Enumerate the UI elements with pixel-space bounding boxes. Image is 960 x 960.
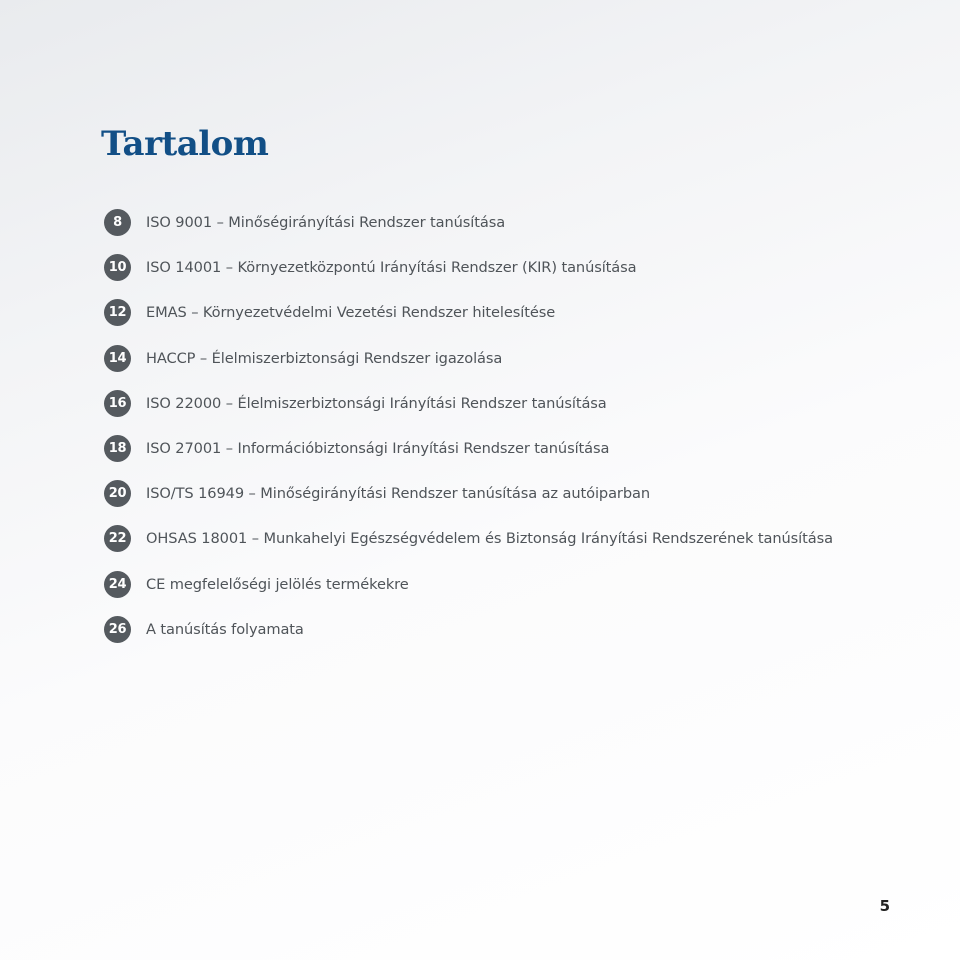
toc-entry-text: ISO 22000 – Élelmiszerbiztonsági Irányítási Rendszer tanúsítása — [146, 394, 607, 412]
toc-entry-text: ISO 14001 – Környezetközpontú Irányítási Rendszer (KIR) tanúsítása — [146, 259, 637, 277]
toc-entry-text: ISO/TS 16949 – Minőségirányítási Rendszer tanúsítása az autóiparban — [146, 485, 650, 503]
toc-entry-text: ISO 9001 – Minőségirányítási Rendszer tanúsítása — [146, 214, 506, 232]
toc-item[interactable] — [104, 290, 944, 335]
toc-item[interactable] — [104, 471, 944, 516]
toc-entry-text: HACCP – Élelmiszerbiztonsági Rendszer igazolása — [146, 349, 503, 367]
page-number-badge: 16 — [104, 390, 131, 417]
toc-item[interactable] — [104, 245, 944, 290]
page-number-badge: 18 — [104, 435, 131, 462]
toc-item[interactable] — [104, 562, 944, 607]
toc-entry-text: A tanúsítás folyamata — [146, 620, 304, 638]
page-number-badge: 22 — [104, 525, 131, 552]
page-number-badge: 20 — [104, 480, 131, 507]
page-number-badge: 26 — [104, 616, 131, 643]
page-number-badge: 24 — [104, 571, 131, 598]
toc-item[interactable] — [104, 426, 944, 471]
toc-entry-text: CE megfelelőségi jelölés termékekre — [146, 575, 409, 593]
toc-item[interactable] — [104, 607, 944, 652]
page-number-badge: 14 — [104, 345, 131, 372]
page-title: Tartalom — [101, 124, 269, 164]
page-number-badge: 12 — [104, 299, 131, 326]
page-number-badge: 10 — [104, 254, 131, 281]
toc-item[interactable] — [104, 336, 944, 381]
footer-page-number: 5 — [879, 897, 890, 915]
toc-entry-text: EMAS – Környezetvédelmi Vezetési Rendszer hitelesítése — [146, 304, 556, 322]
toc-item[interactable] — [104, 200, 944, 245]
toc-item[interactable] — [104, 516, 944, 561]
toc-item[interactable] — [104, 381, 944, 426]
toc-entry-text: OHSAS 18001 – Munkahelyi Egészségvédelem és Biztonság Irányítási Rendszerének tanúsítása — [146, 530, 833, 548]
toc-entry-text: ISO 27001 – Információbiztonsági Irányítási Rendszer tanúsítása — [146, 440, 610, 458]
page-number-badge: 8 — [104, 209, 131, 236]
table-of-contents — [104, 200, 944, 652]
